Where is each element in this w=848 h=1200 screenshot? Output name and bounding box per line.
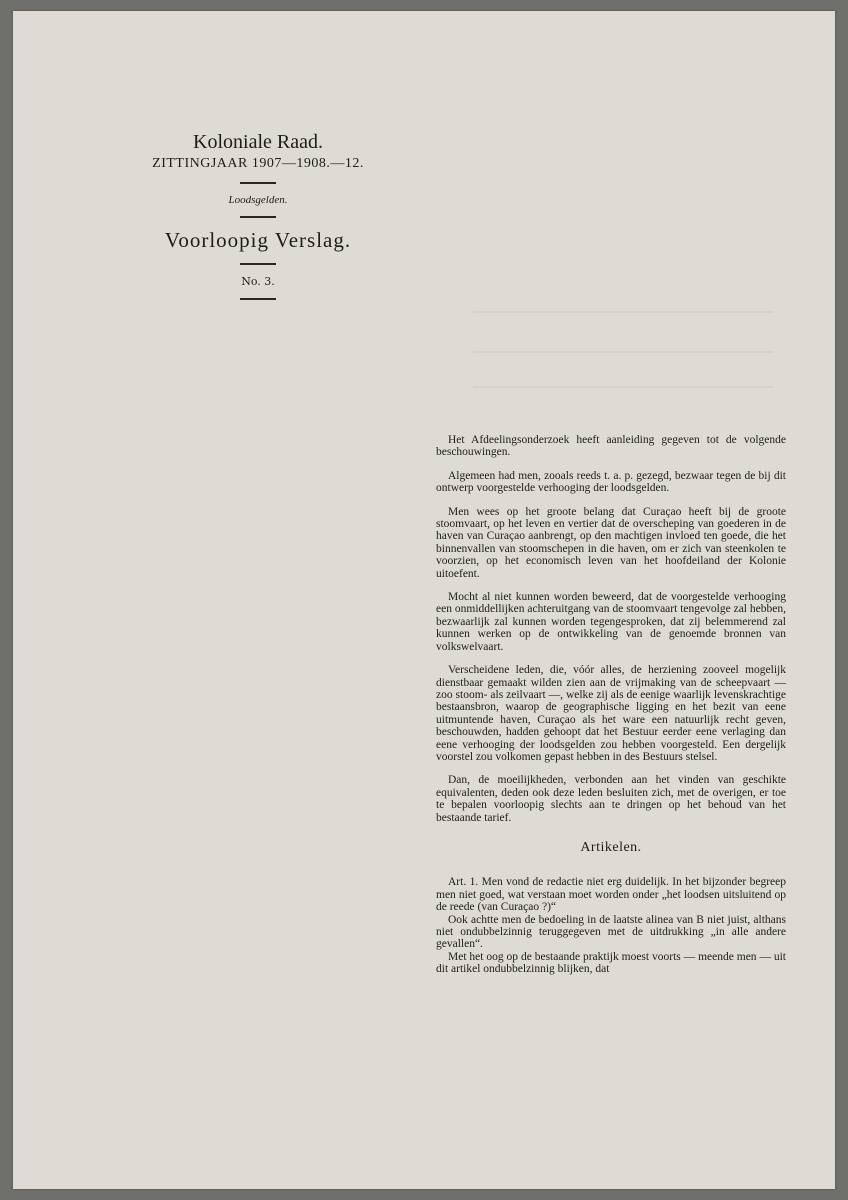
header-divider [240, 298, 276, 300]
article-paragraph: Art. 1. Men vond de redactie niet erg duidelijk. In het bijzonder begreep men niet goed, wat verstaan moet worden onder „het loodsen uitsluitend op de reede (van Curaçao ?)“ [436, 876, 786, 914]
body-paragraph: Dan, de moeilijkheden, verbonden aan het vinden van geschikte equivalenten, deden ook deze leden besluiten zich, met de overigen, er toe te bepalen voorloopig slechts aan te dringen op het behoud van het bestaande tarief. [436, 774, 786, 824]
body-paragraph: Verscheidene leden, die, vóór alles, de herziening zooveel mogelijk dienstbaar gemaakt wilden zien aan de vrijmaking van de scheepvaart — zoo stoom- als zeilvaart —, welke zij als de eenige waarlijk levenskrachtige bestaansbron, waarop de geographische ligging en het bezit van eene uitmuntende haven, Curaçao als het ware een natuurlijk recht geven, beschouwden, hadden gehoopt dat het Bestuur eerder eene verlaging dan eene verhooging der loodsgelden zou hebben voorgesteld. Een dergelijk voorstel zou volkomen gepast hebben in des Bestuurs stelsel. [436, 664, 786, 763]
report-title: Voorloopig Verslag. [164, 228, 352, 252]
subject-label: Loodsgelden. [228, 194, 288, 206]
show-through-line [473, 386, 773, 388]
header-divider [240, 182, 276, 184]
body-paragraph: Men wees op het groote belang dat Curaçao heeft bij de groote stoomvaart, op het leven en vertier dat de overscheping van goederen in de haven van Curaçao aanbrengt, op den machtigen invloed ten goede, die het binnenvallen van stoomschepen in die haven, om er zich van steenkolen te voorzien, op het economisch leven van het hoofdeiland der Kolonie uitoefent. [436, 505, 786, 580]
section-title-articles: Artikelen. [580, 839, 642, 855]
body-paragraph: Mocht al niet kunnen worden beweerd, dat de voorgestelde verhooging een onmiddellijken achteruitgang van de stoomvaart tengevolge zal hebben, bezwaarlijk zal kunnen worden tegengesproken, dat zij belemmerend zal kunnen werken op de ontwikkeling van de genoemde bronnen van volkswelvaart. [436, 591, 786, 653]
report-body [436, 434, 786, 976]
council-title: Koloniale Raad. [193, 131, 323, 153]
show-through-line [473, 311, 773, 313]
body-paragraph: Het Afdeelingsonderzoek heeft aanleiding gegeven tot de volgende beschouwingen. [436, 434, 786, 459]
document-page [13, 11, 835, 1189]
session-year: ZITTINGJAAR 1907—1908.—12. [152, 156, 364, 171]
header-divider [240, 263, 276, 265]
header-divider [240, 216, 276, 218]
document-header [128, 131, 388, 310]
article-paragraph: Met het oog op de bestaande praktijk moest voorts — meende men — uit dit artikel ondubbelzinnig blijken, dat [436, 950, 786, 976]
document-number: No. 3. [241, 275, 275, 288]
show-through-line [473, 351, 773, 353]
article-paragraph: Ook achtte men de bedoeling in de laatste alinea van B niet juist, althans niet ondubbelzinnig teruggegeven met de uitdrukking „in alle andere gevallen“. [436, 913, 786, 951]
body-paragraph: Algemeen had men, zooals reeds t. a. p. gezegd, bezwaar tegen de bij dit ontwerp voorgestelde verhooging der loodsgelden. [436, 469, 786, 495]
